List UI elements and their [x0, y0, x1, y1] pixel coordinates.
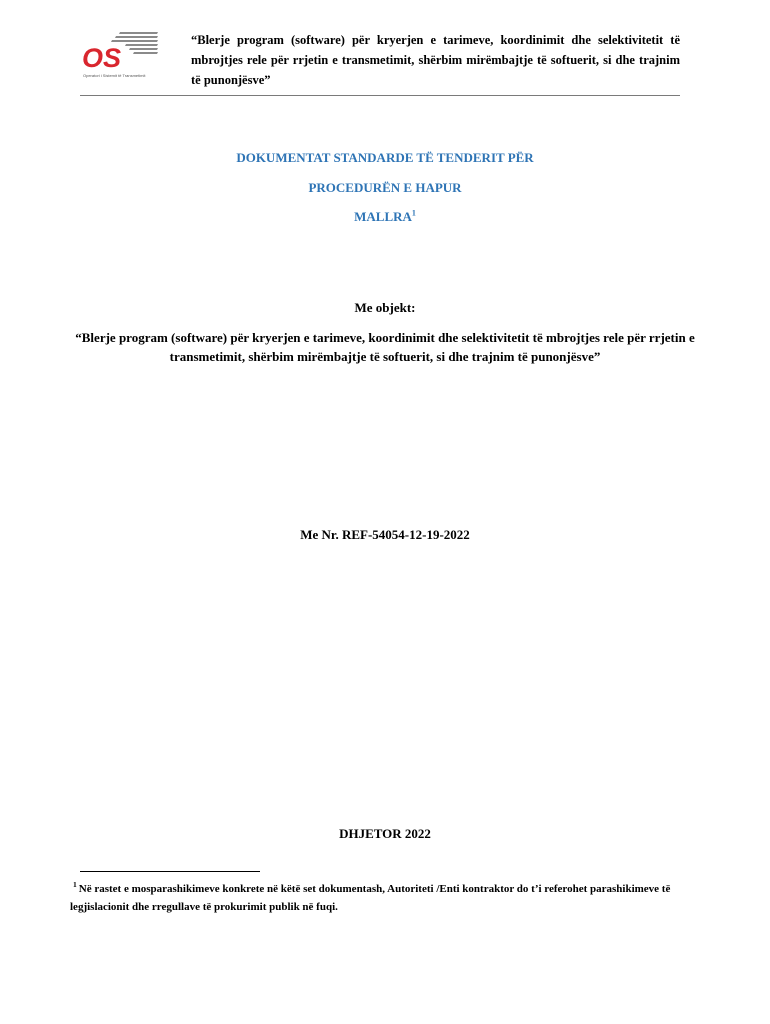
footnote-number: 1 [73, 880, 77, 890]
document-date: DHJETOR 2022 [339, 826, 431, 841]
doc-title-line2: PROCEDURËN E HAPUR [308, 180, 462, 195]
doc-title-line3-text: MALLRA [354, 209, 412, 224]
header-title: “Blerje program (software) për kryerjen e tarimeve, koordinimit dhe selektivitetit të mbrojtjes rele për rrjetin e transmetimit, shërbim mirëmbajtje të softuerit, si dhe trajnim të punonjësve” [191, 33, 680, 87]
header-divider [80, 95, 680, 96]
company-logo [80, 30, 160, 82]
doc-title-line3 [0, 209, 770, 225]
logo-graphic [80, 30, 160, 82]
object-description: “Blerje program (software) për kryerjen e tarimeve, koordinimit dhe selektivitetit të mbrojtjes rele për rrjetin e transmetimit, shërbim mirëmbajtje të softuerit, si dhe trajnim të punonjësve” [75, 330, 695, 364]
object-label: Me objekt: [354, 300, 416, 315]
doc-title-line1: DOKUMENTAT STANDARDE TË TENDERIT PËR [236, 150, 534, 165]
footnote-ref[interactable]: 1 [411, 208, 416, 218]
footnote-divider [80, 871, 260, 872]
logo-text: OS [82, 43, 122, 73]
logo-subtitle: Operatori i Sistemit të Transmetimit [83, 73, 146, 78]
footnote-text: Në rastet e mosparashikimeve konkrete në këtë set dokumentash, Autoriteti /Enti kontraktor do t’i referohet parashikimeve të legjislacionit dhe rregullave të prokurimit publik në fuqi. [70, 883, 671, 913]
footnote [70, 880, 690, 916]
reference-number: Me Nr. REF-54054-12-19-2022 [300, 527, 470, 542]
